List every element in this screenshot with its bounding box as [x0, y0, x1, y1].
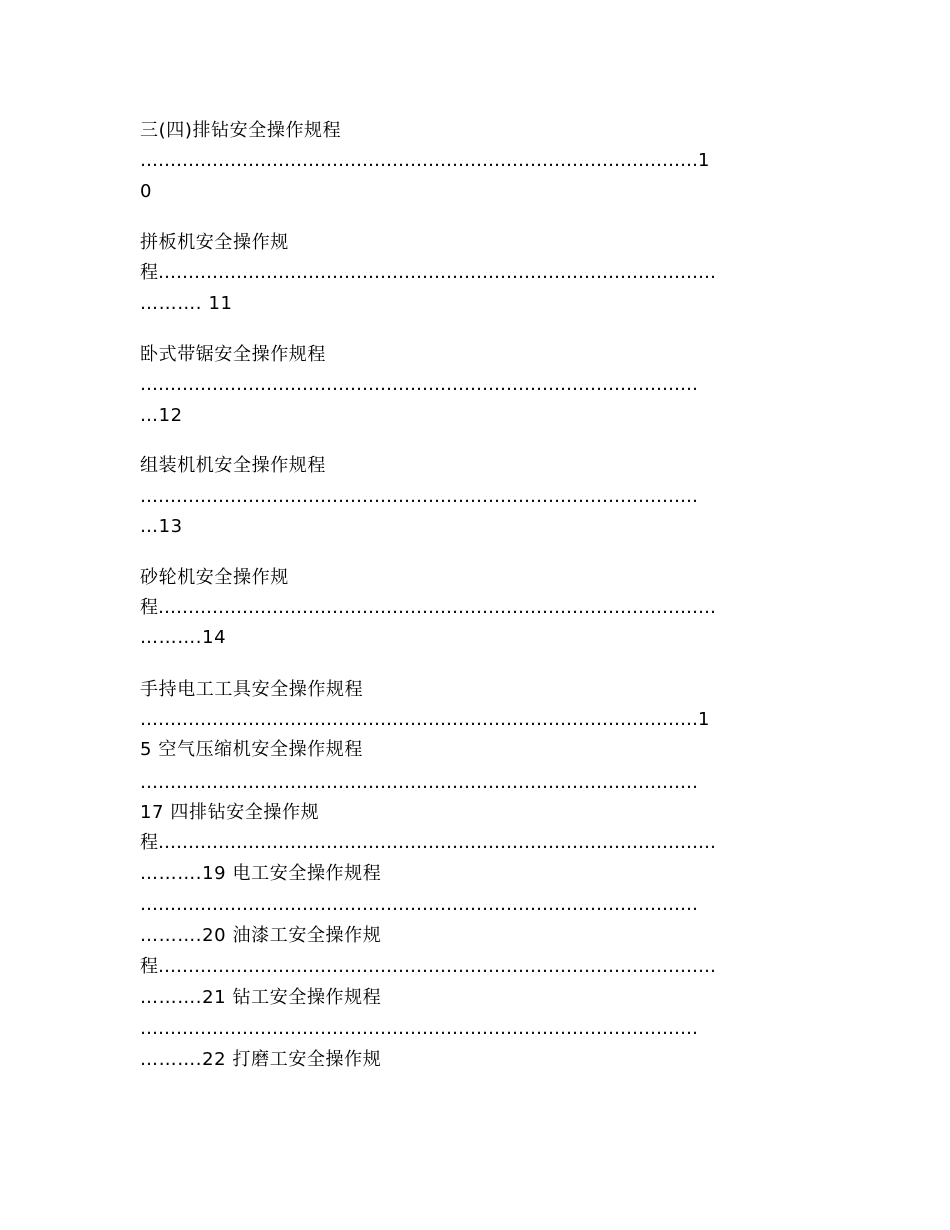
toc-leader-line: 程………………………………………………………………………………… — [140, 597, 716, 618]
toc-entry-title: ……….19 电工安全操作规程 — [140, 863, 382, 884]
toc-page-number: ………. 11 — [140, 293, 233, 314]
toc-page-number: 0 — [140, 181, 153, 202]
toc-leader-line: 程………………………………………………………………………………… — [140, 262, 716, 283]
toc-leader-line: ………………………………………………………………………………… — [140, 772, 698, 793]
toc-entry-title: 组装机机安全操作规程 — [140, 455, 326, 476]
toc-page-number: …12 — [140, 405, 183, 426]
toc-entry-title: 5 空气压缩机安全操作规程 — [140, 739, 363, 760]
toc-leader-line: ………………………………………………………………………………… — [140, 486, 698, 507]
toc-leader-line: ………………………………………………………………………………… — [140, 374, 698, 395]
toc-entry-title: 手持电工工具安全操作规程 — [140, 679, 364, 700]
toc-entry-title: 砂轮机安全操作规 — [140, 567, 289, 588]
toc-entry-title: 拼板机安全操作规 — [140, 232, 289, 253]
toc-leader-line: …………………………………………………………………………………1 — [140, 709, 710, 730]
toc-entry-title: 17 四排钻安全操作规 — [140, 802, 320, 823]
toc-entry-title: 卧式带锯安全操作规程 — [140, 344, 326, 365]
toc-leader-line: 程………………………………………………………………………………… — [140, 956, 716, 977]
toc-leader-line: …………………………………………………………………………………1 — [140, 150, 710, 171]
toc-entry-title: 三(四)排钻安全操作规程 — [140, 120, 342, 141]
toc-entry-title: ……….21 钻工安全操作规程 — [140, 987, 382, 1008]
toc-entry-title: ……….22 打磨工安全操作规 — [140, 1049, 382, 1070]
toc-leader-line: ………………………………………………………………………………… — [140, 894, 698, 915]
toc-page-number: ……….14 — [140, 627, 227, 648]
toc-leader-line: ………………………………………………………………………………… — [140, 1018, 698, 1039]
toc-leader-line: 程………………………………………………………………………………… — [140, 832, 716, 853]
toc-page-number: …13 — [140, 516, 183, 537]
toc-entry-title: ……….20 油漆工安全操作规 — [140, 925, 382, 946]
